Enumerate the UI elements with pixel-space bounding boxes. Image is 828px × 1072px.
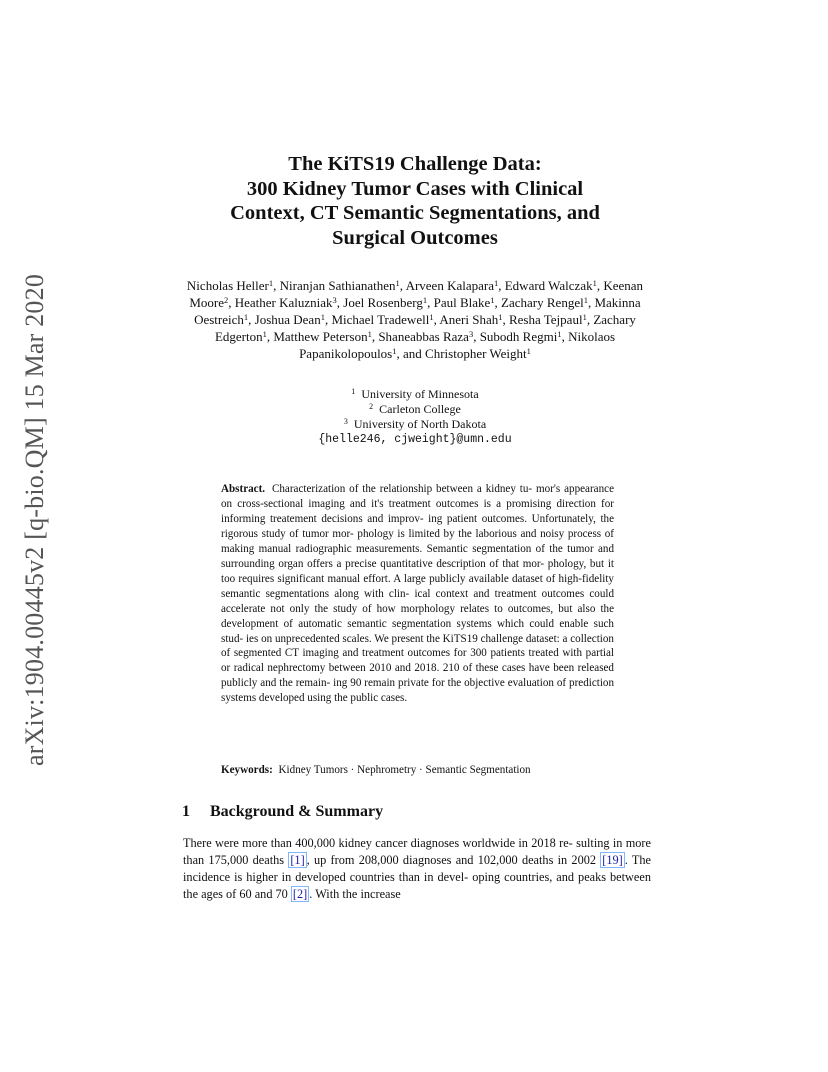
abstract-line: developed using the public cases.	[258, 692, 408, 705]
abstract-line: is a promising direction for informing treatement decisions and improv-	[221, 497, 614, 525]
affiliation-number: 1	[351, 387, 356, 396]
affiliation-name: University of Minnesota	[361, 387, 479, 401]
author-name: Shaneabbas Raza	[378, 329, 469, 344]
keywords-label: Keywords:	[221, 764, 273, 776]
affiliation-list	[260, 387, 570, 447]
author-affiliation-mark: 1	[367, 329, 372, 339]
affiliation	[260, 387, 570, 402]
body-text: . The incidence is higher in developed countries than in devel-	[183, 853, 652, 884]
author-affiliation-mark: 3	[468, 329, 474, 339]
author-affiliation-mark: 1	[490, 295, 495, 305]
author-list: Nicholas Heller$^1$, Niranjan Sathianathen$^1$, Arveen Kalapara$^1$, Edward Walczak$^1$, Keenan Moore$^2$, Heather Kaluzniak$^3$, Joel Rosenberg$^1$, Paul Blake$^1$, Zachary Rengel$^1$, Makinna Oestreich$^1$, Joshua Dean$^1$, Michael Tradewell$^1$, Aneri Shah$^1$, Resha Tejpaul$^1$, Zachary Edgerton$^1$, Matthew Peterson$^1$, Shaneabbas Raza$^3$, Subodh Regmi$^1$, Nikolaos Papanikolopoulos$^1$, and Christopher Weight$^1$	[186, 278, 644, 361]
title-line: Surgical Outcomes	[332, 226, 498, 249]
author-name: Michael Tradewell	[331, 312, 430, 327]
title-line: Context, CT Semantic Segmentations, and	[230, 202, 600, 224]
abstract-line: phology, but it too requires significant manual effort. A large publicly	[221, 557, 614, 585]
abstract-line: ing 90 remain private for the objective evaluation of prediction systems	[221, 677, 615, 705]
arxiv-identifier-text: arXiv:1904.00445v2 [q-bio.QM] 15 Mar 2020	[20, 273, 49, 767]
contact-email: {helle246, cjweight}@umn.edu	[318, 433, 512, 446]
author-affiliation-mark: 1	[429, 312, 434, 322]
author-name: Zachary Rengel	[501, 295, 584, 310]
author-affiliation-mark: 1	[268, 278, 274, 288]
body-text: oping countries, and peaks between the ages of 60 and 70	[183, 870, 651, 901]
author-name: Paul Blake	[433, 295, 491, 310]
author-affiliation-mark: 1	[395, 278, 400, 288]
author-name: Aneri Shah	[439, 312, 499, 327]
abstract-line: surrounding organ offers a precise quantitative description of that mor-	[221, 557, 545, 570]
author-affiliation-mark: 1	[592, 278, 597, 288]
author-name: Subodh Regmi	[479, 329, 558, 344]
paper-title	[170, 152, 660, 250]
body-text: sulting in more than 175,000 deaths	[183, 836, 651, 867]
author-name: Edward Walczak	[504, 278, 593, 293]
author-name: Makinna Oestreich	[194, 295, 641, 327]
body-text: There were more than 400,000 kidney cancer diagnoses worldwide in 2018 re-	[183, 836, 573, 850]
author-affiliation-mark: 1	[583, 295, 588, 305]
author-affiliation-mark: 2	[223, 295, 229, 305]
author-name: Nikolaos Papanikolopoulos	[299, 329, 616, 361]
author-name: Joshua Dean	[254, 312, 321, 327]
abstract-label: Abstract.	[221, 483, 266, 495]
author-affiliation-mark: 1	[493, 278, 499, 288]
citation-link[interactable]: [2]	[292, 887, 308, 901]
affiliation	[260, 417, 570, 432]
author-affiliation-mark: 1	[243, 312, 249, 322]
keywords	[221, 763, 621, 778]
body-paragraph	[183, 835, 651, 903]
author-affiliation-mark: 1	[320, 312, 325, 322]
affiliation	[260, 402, 570, 417]
citation-link[interactable]: [19]	[602, 853, 623, 867]
abstract-line: ical context and treatment outcomes could accelerate not only the study	[221, 587, 614, 615]
section-heading	[182, 802, 383, 822]
affiliation-name: Carleton College	[379, 402, 461, 416]
abstract-line: mor's appearance on cross-sectional imaging and it's treatment outcomes	[221, 483, 614, 510]
author-name: Niranjan Sathianathen	[279, 278, 396, 293]
author-affiliation-mark: 1	[262, 329, 267, 339]
section-number: 1	[182, 803, 190, 820]
abstract-line: patients treated with partial or radical nephrectomy between 2010 and	[221, 647, 615, 675]
abstract-line: of how morphology relates to outcomes, but also the development of	[221, 602, 614, 630]
abstract-line: phology is limited by the laborious and noisy process of making manual	[221, 527, 614, 555]
abstract	[221, 482, 614, 706]
title-line: 300 Kidney Tumor Cases with Clinical	[246, 177, 584, 200]
author-affiliation-mark: 1	[422, 295, 428, 305]
author-name: Heather Kaluzniak	[234, 295, 333, 310]
abstract-line: available dataset of high-fidelity semantic segmentations along with clin-	[221, 572, 614, 600]
author-name: Zachary Edgerton	[214, 312, 636, 344]
affiliation-number: 3	[343, 417, 348, 426]
author-name: Keenan Moore	[189, 278, 644, 310]
abstract-line: ing patient outcomes. Unfortunately, the rigorous study of tumor mor-	[221, 512, 614, 540]
body-text: , up from 208,000 diagnoses and 102,000	[306, 853, 518, 867]
author-name: Joel Rosenberg	[343, 295, 423, 310]
author-affiliation-mark: 1	[557, 329, 562, 339]
citation-link[interactable]: [1]	[290, 853, 305, 867]
author-name: Christopher Weight	[425, 346, 527, 361]
abstract-line: automatic semantic segmentation systems which could enable such stud-	[221, 617, 614, 645]
author-name: Matthew Peterson	[273, 329, 368, 344]
author-name: Resha Tejpaul	[508, 312, 583, 327]
body-text: . With the increase	[309, 887, 401, 901]
keywords-list: Kidney Tumors · Nephrometry · Semantic Segmentation	[278, 764, 531, 776]
abstract-line: ies on unprecedented scales. We present the KiTS19 challenge dataset:	[245, 632, 560, 645]
abstract-line: Characterization of the relationship between a kidney tu-	[271, 483, 533, 495]
abstract-line: a collection of segmented CT imaging and treatment outcomes for 300	[221, 632, 614, 660]
author-affiliation-mark: 1	[526, 346, 531, 356]
affiliation-number: 2	[369, 402, 374, 411]
title-line: The KiTS19 Challenge Data:	[288, 153, 542, 175]
abstract-line: 2018. 210 of these cases have been released publicly and the remain-	[221, 662, 614, 690]
abstract-line: radiographic measurements. Semantic segmentation of the tumor and	[295, 542, 614, 555]
author-affiliation-mark: 1	[392, 346, 397, 356]
author-affiliation-mark: 3	[332, 295, 337, 305]
body-text: deaths in 2002	[521, 853, 601, 867]
author-name: Nicholas Heller	[186, 278, 269, 293]
author-affiliation-mark: 1	[582, 312, 587, 322]
affiliation-name: University of North Dakota	[353, 417, 487, 431]
author-affiliation-mark: 1	[498, 312, 503, 322]
author-name: Arveen Kalapara	[405, 278, 494, 293]
section-title: Background & Summary	[210, 803, 384, 820]
